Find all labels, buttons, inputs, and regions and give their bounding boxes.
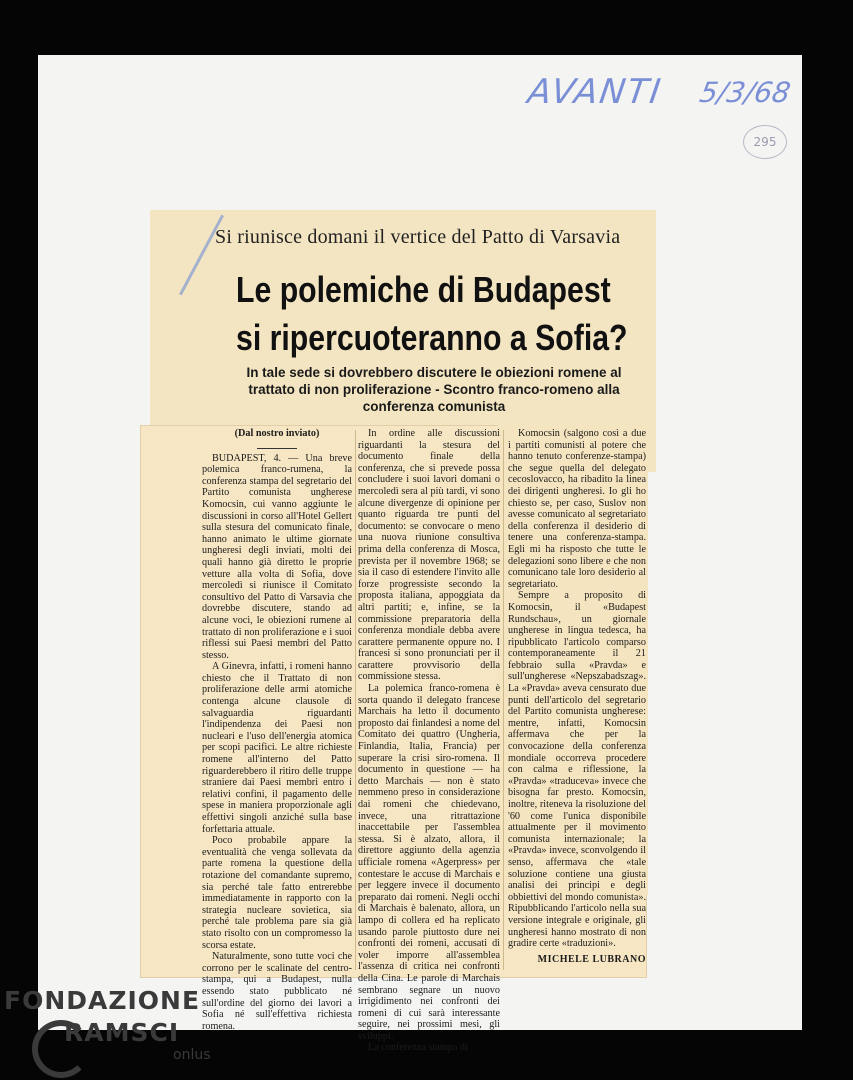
article-subhead: In tale sede si dovrebbero discutere le obiezioni romene al trattato di non proliferazione - Scontro franco-romeno alla conferenza comunista (246, 365, 622, 414)
logo-line-1: FONDAZIONE (4, 986, 201, 1015)
paragraph: La conferenza stampa di (368, 1042, 468, 1054)
logo-line-2: RAMSCI (64, 1018, 180, 1047)
logo-suffix: onlus (173, 1047, 211, 1063)
article-signature: MICHELE LUBRANO (537, 953, 646, 965)
column-divider (355, 430, 356, 970)
headline-line-1: Le polemiche di Budapest (236, 269, 611, 310)
article-kicker: Si riunisce domani il vertice del Patto di Varsavia (215, 226, 621, 248)
paragraph: Sempre a proposito di Komocsin, il «Budapest Rundschau», un giornale ungherese in lingua tedesca, ha ripubblicato l'articolo comparso contemporaneamente il 21 febbraio sulla «Pravda» e sull'ungherese «Nepszabadszag». La «Pravda» aveva censurato due punti dell'articolo del segretario del Partito comunista ungherese: mentre, infatti, Komocsin affermava che per la convocazione della conferenza mondiale occorreva procedere con calma e riflessione, la «Pravda» «traduceva» invece che bisogna far presto. Komocsin, inoltre, riteneva la risoluzione del '60 come l'unica disponibile attualmente per il movimento comunista internazionale; la «Pravda» invece, sconvolgendo il senso, affermava che «tale soluzione contiene una giusta analisi dei principi e degli obbiettivi del mondo comunista». Ripubblicando l'articolo nella sua versione integrale e originale, gli ungheresi hanno mostrato di non gradire certe «traduzioni». (508, 590, 646, 950)
paragraph: Komocsin (salgono così a due i partiti comunisti al potere che hanno tenuto conferenze-stampa) che segue quella del delegato cecoslovacco, ha ribadito la linea dei dirigenti ungheresi. Io gli ho chiesto se, per caso, Suslov non avesse comunicato al segretariato della conferenza il desiderio di tenere una conferenza-stampa. Egli mi ha risposto che tutte le delegazioni sono libere e che non comunicano tale loro desiderio al segretariato. (508, 428, 646, 590)
article-column-2 (358, 428, 500, 1054)
paragraph: In ordine alle discussioni riguardanti la stesura del documento finale della conferenza, che si prevede possa concludere i suoi lavori domani o mercoledì sera al più tardi, vi sono alcune divergenze di opinione per quanto riguarda tre punti del documento: se convocare o meno una nuova riunione consultiva prima della conferenza di Mosca, prevista per il novembre 1968; se sia il caso di estendere l'invito alle forze progressiste secondo la proposta italiana, appoggiata da altri partiti; e, infine, se la commissione preparatoria della conferenza mondiale debba avere carattere permanente oppure no. I francesi si sono pronunciati per il carattere provvisorio della commissione stessa. (358, 428, 500, 683)
paragraph: Naturalmente, sono tutte voci che corrono per le scalinate del centro-stampa, qui a Budapest, nulla essendo stato pubblicato né sull'ordine del giorno dei lavori a Sofia né sull'effettiva richiesta romena. (202, 951, 352, 1032)
fondazione-logo (4, 985, 200, 1049)
paragraph: Poco probabile appare la eventualità che venga sollevata da parte romena la questione della rotazione del comandante supremo, sia perché tale fatto entrerebbe immediatamente in rapporto con la strategia nucleare sovietica, sia perché tale problema pare sia già stato risolto con un compromesso la scorsa estate. (202, 835, 352, 951)
byline: (Dal nostro inviato) (234, 428, 320, 439)
paragraph: A Ginevra, infatti, i romeni hanno chiesto che il Trattato di non proliferazione delle armi atomiche contenga alcune clausole di salvaguardia riguardanti l'indipendenza dei Paesi non nucleari e l'uso dell'energia atomica per scopi pacifici. Le altre richieste romene all'interno del Patto riguarderebbero il ritiro delle truppe straniere dai Paesi membri entro i relativi confini, il pagamento delle spese in maniera proporzionale agli effettivi singoli anziché sulla base forfettaria attuale. (202, 661, 352, 835)
article-column-1 (202, 428, 352, 1032)
column-divider (503, 430, 504, 970)
article-column-3 (508, 428, 646, 965)
handwritten-date: 5/3/68 (697, 76, 794, 109)
handwritten-newspaper-name: AVANTI (525, 72, 665, 112)
paragraph: La polemica franco-romena è sorta quando il delegato francese Marchais ha letto il documento proposto dai finlandesi a nome del Comitato dei quattro (Ungheria, Finlandia, Italia, Francia) per superare la crisi siro-romena. Il documento in questione — ha detto Marchais — non è stato nemmeno preso in considerazione dai romeni che chiedevano, invece, una ritrattazione inaccettabile per l'assemblea stessa. Si è alzato, allora, il direttore aggiunto della agenzia ufficiale romena «Agerpress» per contestare le accuse di Marchais e per leggere invece il documento preparato dai romeni. Negli occhi di Marchais è balenato, allora, un lampo di collera ed ha replicato usando parole piuttosto dure nei confronti dei romeni, accusati di voler imporre all'assemblea l'assenza di critica nei confronti della Cina. Le parole di Marchais sembrano segnare un nuovo irrigidimento nei confronti dei romeni di cui sarà interessante seguire, nei prossimi mesi, gli sviluppi. (358, 683, 500, 1042)
byline-rule (257, 448, 297, 449)
article-headline (236, 266, 628, 362)
archive-number-stamp: 295 (743, 125, 787, 159)
headline-line-2: si ripercuoteranno a Sofia? (236, 317, 628, 358)
paragraph: BUDAPEST, 4. — Una breve polemica franco-rumena, la conferenza stampa del segretario del Partito comunista ungherese Komocsin, cui vanno aggiunte le discussioni in corso all'Hotel Gellert sulla stesura del comunicato finale, hanno animato le ultime giornate ungheresi degli inviati, molti dei quali hanno già diretto le proprie vetture alla volta di Sofia, dove mercoledì si riunisce il Comitato consultivo del Patto di Varsavia che dovrebbe discutere, stando ad alcune voci, le obiezioni rumene al trattato di non proliferazione e i suoi riflessi sui Paesi membri del Patto stesso. (202, 452, 352, 661)
